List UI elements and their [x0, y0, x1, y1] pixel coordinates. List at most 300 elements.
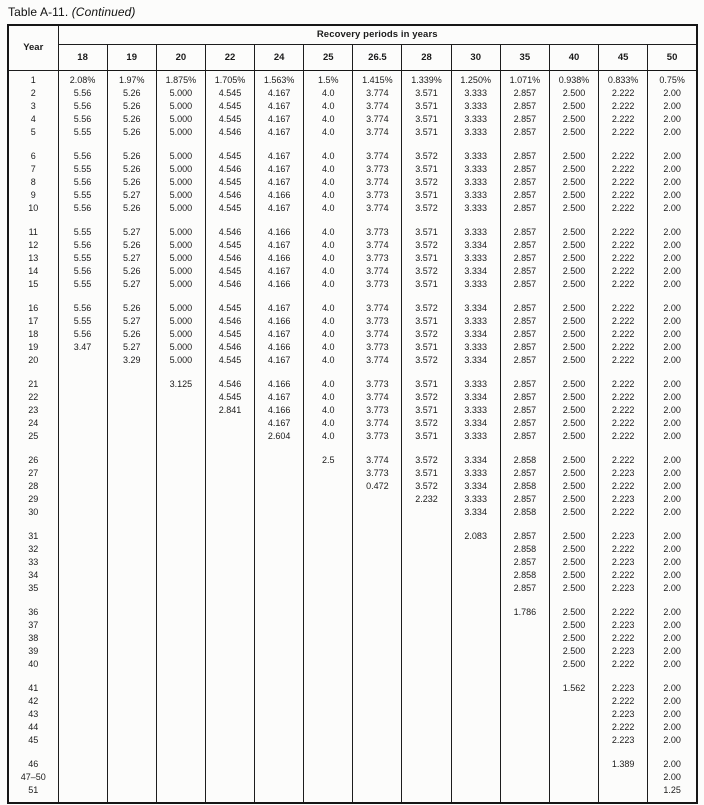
value-cell: 4.166: [255, 252, 304, 265]
year-cell: 19: [8, 341, 58, 354]
value-cell: [156, 417, 205, 430]
value-cell: [451, 721, 500, 734]
value-cell: 4.0: [304, 341, 353, 354]
value-cell: [304, 506, 353, 519]
year-cell: 38: [8, 632, 58, 645]
spacer-cell: [255, 671, 304, 682]
value-cell: 2.222: [599, 341, 648, 354]
value-cell: 2.858: [500, 480, 549, 493]
value-cell: 2.222: [599, 315, 648, 328]
value-cell: [156, 606, 205, 619]
value-cell: 5.000: [156, 328, 205, 341]
value-cell: [156, 645, 205, 658]
spacer-cell: [107, 139, 156, 150]
spacer-cell: [8, 671, 58, 682]
value-cell: 3.334: [451, 302, 500, 315]
value-cell: 4.0: [304, 150, 353, 163]
year-cell: 8: [8, 176, 58, 189]
value-cell: [156, 404, 205, 417]
value-cell: [156, 569, 205, 582]
value-cell: 2.00: [648, 619, 697, 632]
value-cell: [451, 606, 500, 619]
value-cell: [304, 784, 353, 797]
value-cell: 2.223: [599, 682, 648, 695]
value-cell: [353, 721, 402, 734]
spacer-cell: [648, 291, 697, 302]
value-cell: 2.500: [549, 302, 598, 315]
value-cell: [255, 771, 304, 784]
value-cell: [255, 784, 304, 797]
value-cell: [58, 569, 107, 582]
value-cell: 3.333: [451, 226, 500, 239]
spacer-cell: [58, 139, 107, 150]
value-cell: 3.774: [353, 113, 402, 126]
spacer-cell: [353, 291, 402, 302]
period-header-18: 18: [58, 44, 107, 70]
value-cell: 3.333: [451, 100, 500, 113]
table-row-year-40: [8, 658, 697, 671]
value-cell: 3.774: [353, 126, 402, 139]
table-row-year-6: [8, 150, 697, 163]
value-cell: 5.56: [58, 176, 107, 189]
value-cell: [353, 758, 402, 771]
value-cell: 2.00: [648, 506, 697, 519]
value-cell: 2.222: [599, 569, 648, 582]
value-cell: [304, 606, 353, 619]
value-cell: 2.222: [599, 87, 648, 100]
value-cell: 4.0: [304, 87, 353, 100]
value-cell: 4.0: [304, 252, 353, 265]
value-cell: 4.167: [255, 265, 304, 278]
spacer-cell: [58, 671, 107, 682]
value-cell: 2.500: [549, 391, 598, 404]
year-cell: 11: [8, 226, 58, 239]
value-cell: 1.562: [549, 682, 598, 695]
value-cell: [500, 771, 549, 784]
spacer-cell: [205, 443, 254, 454]
value-cell: [156, 582, 205, 595]
value-cell: 3.773: [353, 378, 402, 391]
value-cell: [58, 658, 107, 671]
value-cell: 2.857: [500, 556, 549, 569]
value-cell: 2.00: [648, 315, 697, 328]
value-cell: 3.334: [451, 354, 500, 367]
value-cell: 0.938%: [549, 74, 598, 87]
value-cell: [255, 695, 304, 708]
value-cell: 2.857: [500, 582, 549, 595]
value-cell: 2.500: [549, 278, 598, 291]
value-cell: 5.27: [107, 226, 156, 239]
value-cell: 2.500: [549, 202, 598, 215]
value-cell: 3.47: [58, 341, 107, 354]
value-cell: 4.166: [255, 189, 304, 202]
spacer-cell: [549, 139, 598, 150]
value-cell: [107, 645, 156, 658]
value-cell: 2.222: [599, 378, 648, 391]
period-header-45: 45: [599, 44, 648, 70]
value-cell: 3.572: [402, 454, 451, 467]
spacer-cell: [156, 215, 205, 226]
spacer-cell: [451, 139, 500, 150]
table-row-year-28: [8, 480, 697, 493]
spacer-cell: [205, 671, 254, 682]
value-cell: 2.00: [648, 341, 697, 354]
value-cell: 3.572: [402, 480, 451, 493]
value-cell: [451, 784, 500, 797]
value-cell: [205, 645, 254, 658]
value-cell: [205, 493, 254, 506]
value-cell: 1.339%: [402, 74, 451, 87]
value-cell: 2.223: [599, 493, 648, 506]
value-cell: 5.000: [156, 239, 205, 252]
value-cell: [156, 543, 205, 556]
value-cell: [255, 530, 304, 543]
value-cell: [255, 506, 304, 519]
value-cell: [402, 771, 451, 784]
table-row-year-44: [8, 721, 697, 734]
value-cell: 3.773: [353, 404, 402, 417]
value-cell: 4.166: [255, 315, 304, 328]
value-cell: [353, 619, 402, 632]
value-cell: 2.222: [599, 265, 648, 278]
value-cell: [599, 784, 648, 797]
value-cell: 4.167: [255, 328, 304, 341]
value-cell: [304, 658, 353, 671]
value-cell: 2.500: [549, 113, 598, 126]
value-cell: 4.545: [205, 113, 254, 126]
value-cell: [107, 632, 156, 645]
spacer-cell: [156, 139, 205, 150]
spacer-cell: [304, 139, 353, 150]
value-cell: 3.334: [451, 417, 500, 430]
value-cell: 2.500: [549, 252, 598, 265]
value-cell: [304, 695, 353, 708]
value-cell: 3.333: [451, 113, 500, 126]
value-cell: 2.857: [500, 328, 549, 341]
value-cell: 4.546: [205, 341, 254, 354]
value-cell: [500, 632, 549, 645]
value-cell: [451, 682, 500, 695]
value-cell: [205, 784, 254, 797]
value-cell: [402, 606, 451, 619]
value-cell: [304, 493, 353, 506]
group-gap-row: [8, 747, 697, 758]
spacer-cell: [58, 215, 107, 226]
spacer-cell: [599, 747, 648, 758]
value-cell: [402, 543, 451, 556]
spacer-cell: [451, 519, 500, 530]
spacer-cell: [255, 367, 304, 378]
value-cell: 2.00: [648, 417, 697, 430]
spacer-cell: [8, 215, 58, 226]
value-cell: [549, 695, 598, 708]
value-cell: 2.00: [648, 202, 697, 215]
table-row-year-21: [8, 378, 697, 391]
value-cell: 2.841: [205, 404, 254, 417]
table-row-year-46: [8, 758, 697, 771]
value-cell: 3.572: [402, 265, 451, 278]
period-header-22: 22: [205, 44, 254, 70]
spacer-cell: [205, 215, 254, 226]
value-cell: 2.232: [402, 493, 451, 506]
value-cell: 4.546: [205, 126, 254, 139]
year-cell: 21: [8, 378, 58, 391]
value-cell: 2.500: [549, 619, 598, 632]
value-cell: [58, 784, 107, 797]
year-cell: 4: [8, 113, 58, 126]
value-cell: [255, 454, 304, 467]
value-cell: [205, 467, 254, 480]
value-cell: 2.00: [648, 278, 697, 291]
value-cell: 4.167: [255, 87, 304, 100]
period-header-26.5: 26.5: [353, 44, 402, 70]
spacer-cell: [549, 671, 598, 682]
value-cell: 2.858: [500, 543, 549, 556]
group-gap-row: [8, 443, 697, 454]
spacer-cell: [402, 367, 451, 378]
value-cell: [156, 619, 205, 632]
spacer-cell: [107, 747, 156, 758]
value-cell: 2.00: [648, 189, 697, 202]
spacer-cell: [402, 519, 451, 530]
spacer-cell: [402, 139, 451, 150]
value-cell: [58, 695, 107, 708]
value-cell: 4.0: [304, 315, 353, 328]
spacer-cell: [205, 519, 254, 530]
value-cell: [402, 506, 451, 519]
value-cell: 2.00: [648, 569, 697, 582]
value-cell: 1.415%: [353, 74, 402, 87]
value-cell: 2.222: [599, 163, 648, 176]
value-cell: 2.00: [648, 758, 697, 771]
value-cell: [58, 530, 107, 543]
value-cell: [304, 721, 353, 734]
value-cell: 0.75%: [648, 74, 697, 87]
group-gap-row: [8, 291, 697, 302]
value-cell: [205, 734, 254, 747]
value-cell: [353, 658, 402, 671]
value-cell: [107, 404, 156, 417]
value-cell: [107, 771, 156, 784]
value-cell: 2.00: [648, 530, 697, 543]
value-cell: 2.857: [500, 150, 549, 163]
spacer-cell: [599, 291, 648, 302]
spacer-cell: [107, 671, 156, 682]
value-cell: 5.000: [156, 354, 205, 367]
value-cell: [107, 758, 156, 771]
spacer-cell: [107, 215, 156, 226]
value-cell: [500, 784, 549, 797]
spacer-cell: [205, 595, 254, 606]
value-cell: 2.00: [648, 695, 697, 708]
value-cell: [451, 645, 500, 658]
value-cell: 3.333: [451, 87, 500, 100]
year-cell: 35: [8, 582, 58, 595]
value-cell: 5.000: [156, 113, 205, 126]
value-cell: 4.166: [255, 341, 304, 354]
spacer-cell: [353, 747, 402, 758]
value-cell: [255, 632, 304, 645]
value-cell: 2.08%: [58, 74, 107, 87]
value-cell: [58, 771, 107, 784]
value-cell: [255, 758, 304, 771]
value-cell: 5.26: [107, 239, 156, 252]
value-cell: [205, 454, 254, 467]
year-cell: 17: [8, 315, 58, 328]
value-cell: 2.222: [599, 113, 648, 126]
value-cell: [107, 582, 156, 595]
value-cell: 2.00: [648, 404, 697, 417]
table-row-year-25: [8, 430, 697, 443]
value-cell: [255, 708, 304, 721]
value-cell: 3.571: [402, 126, 451, 139]
year-cell: 24: [8, 417, 58, 430]
value-cell: [107, 480, 156, 493]
period-header-28: 28: [402, 44, 451, 70]
value-cell: 2.500: [549, 645, 598, 658]
value-cell: 1.786: [500, 606, 549, 619]
value-cell: 2.500: [549, 632, 598, 645]
value-cell: 3.773: [353, 189, 402, 202]
value-cell: [156, 784, 205, 797]
value-cell: 5.26: [107, 150, 156, 163]
value-cell: [549, 708, 598, 721]
value-cell: [156, 391, 205, 404]
value-cell: 2.223: [599, 530, 648, 543]
value-cell: 4.546: [205, 278, 254, 291]
value-cell: [353, 582, 402, 595]
value-cell: [205, 708, 254, 721]
value-cell: 2.222: [599, 176, 648, 189]
value-cell: 4.0: [304, 278, 353, 291]
year-cell: 36: [8, 606, 58, 619]
value-cell: 3.774: [353, 417, 402, 430]
value-cell: 5.56: [58, 202, 107, 215]
spacer-cell: [304, 519, 353, 530]
value-cell: 4.0: [304, 404, 353, 417]
spacer-cell: [353, 443, 402, 454]
value-cell: [451, 619, 500, 632]
value-cell: 5.56: [58, 265, 107, 278]
value-cell: 2.500: [549, 126, 598, 139]
value-cell: [353, 632, 402, 645]
value-cell: 2.223: [599, 619, 648, 632]
value-cell: 2.222: [599, 239, 648, 252]
value-cell: 2.500: [549, 530, 598, 543]
value-cell: 2.00: [648, 632, 697, 645]
value-cell: 2.857: [500, 493, 549, 506]
table-title-prefix: Table A-11.: [8, 5, 69, 19]
value-cell: [402, 721, 451, 734]
table-row-year-7: [8, 163, 697, 176]
spacer-cell: [304, 215, 353, 226]
value-cell: 2.222: [599, 302, 648, 315]
value-cell: 4.546: [205, 252, 254, 265]
year-cell: 34: [8, 569, 58, 582]
value-cell: [451, 582, 500, 595]
value-cell: 2.00: [648, 734, 697, 747]
value-cell: 4.0: [304, 163, 353, 176]
value-cell: 5.000: [156, 252, 205, 265]
value-cell: 3.333: [451, 202, 500, 215]
spacer-cell: [402, 595, 451, 606]
value-cell: [156, 493, 205, 506]
value-cell: 1.563%: [255, 74, 304, 87]
value-cell: [255, 556, 304, 569]
value-cell: 5.000: [156, 176, 205, 189]
table-row-year-47–50: [8, 771, 697, 784]
value-cell: [500, 658, 549, 671]
value-cell: 2.00: [648, 163, 697, 176]
value-cell: [402, 632, 451, 645]
value-cell: 2.857: [500, 189, 549, 202]
value-cell: [205, 543, 254, 556]
year-cell: 39: [8, 645, 58, 658]
spacer-cell: [8, 747, 58, 758]
value-cell: 2.500: [549, 226, 598, 239]
year-cell: 26: [8, 454, 58, 467]
value-cell: [205, 506, 254, 519]
spacer-cell: [107, 519, 156, 530]
spacer-cell: [8, 291, 58, 302]
value-cell: 4.166: [255, 226, 304, 239]
year-cell: 47–50: [8, 771, 58, 784]
value-cell: 5.000: [156, 126, 205, 139]
value-cell: 3.774: [353, 454, 402, 467]
value-cell: 2.00: [648, 176, 697, 189]
value-cell: [451, 758, 500, 771]
value-cell: 4.0: [304, 417, 353, 430]
spacer-cell: [599, 443, 648, 454]
value-cell: 4.167: [255, 354, 304, 367]
value-cell: 2.500: [549, 87, 598, 100]
year-cell: 7: [8, 163, 58, 176]
spacer-cell: [599, 367, 648, 378]
table-header: [8, 25, 697, 70]
value-cell: [255, 619, 304, 632]
value-cell: 4.0: [304, 430, 353, 443]
value-cell: 2.500: [549, 341, 598, 354]
value-cell: [205, 606, 254, 619]
value-cell: 1.875%: [156, 74, 205, 87]
year-cell: 40: [8, 658, 58, 671]
value-cell: 2.500: [549, 315, 598, 328]
value-cell: 3.333: [451, 150, 500, 163]
value-cell: 2.222: [599, 417, 648, 430]
value-cell: [107, 467, 156, 480]
value-cell: 5.000: [156, 189, 205, 202]
value-cell: 5.000: [156, 150, 205, 163]
value-cell: 2.857: [500, 341, 549, 354]
value-cell: 2.00: [648, 493, 697, 506]
value-cell: 5.26: [107, 176, 156, 189]
value-cell: 4.167: [255, 150, 304, 163]
value-cell: 3.571: [402, 430, 451, 443]
spacer-cell: [156, 797, 205, 803]
value-cell: [107, 619, 156, 632]
value-cell: 5.56: [58, 113, 107, 126]
value-cell: 3.333: [451, 315, 500, 328]
group-gap-row: [8, 671, 697, 682]
value-cell: 3.334: [451, 239, 500, 252]
value-cell: 2.500: [549, 176, 598, 189]
value-cell: 4.0: [304, 176, 353, 189]
spacer-cell: [58, 291, 107, 302]
value-cell: [156, 530, 205, 543]
value-cell: 3.572: [402, 302, 451, 315]
value-cell: [451, 556, 500, 569]
table-row-year-11: [8, 226, 697, 239]
